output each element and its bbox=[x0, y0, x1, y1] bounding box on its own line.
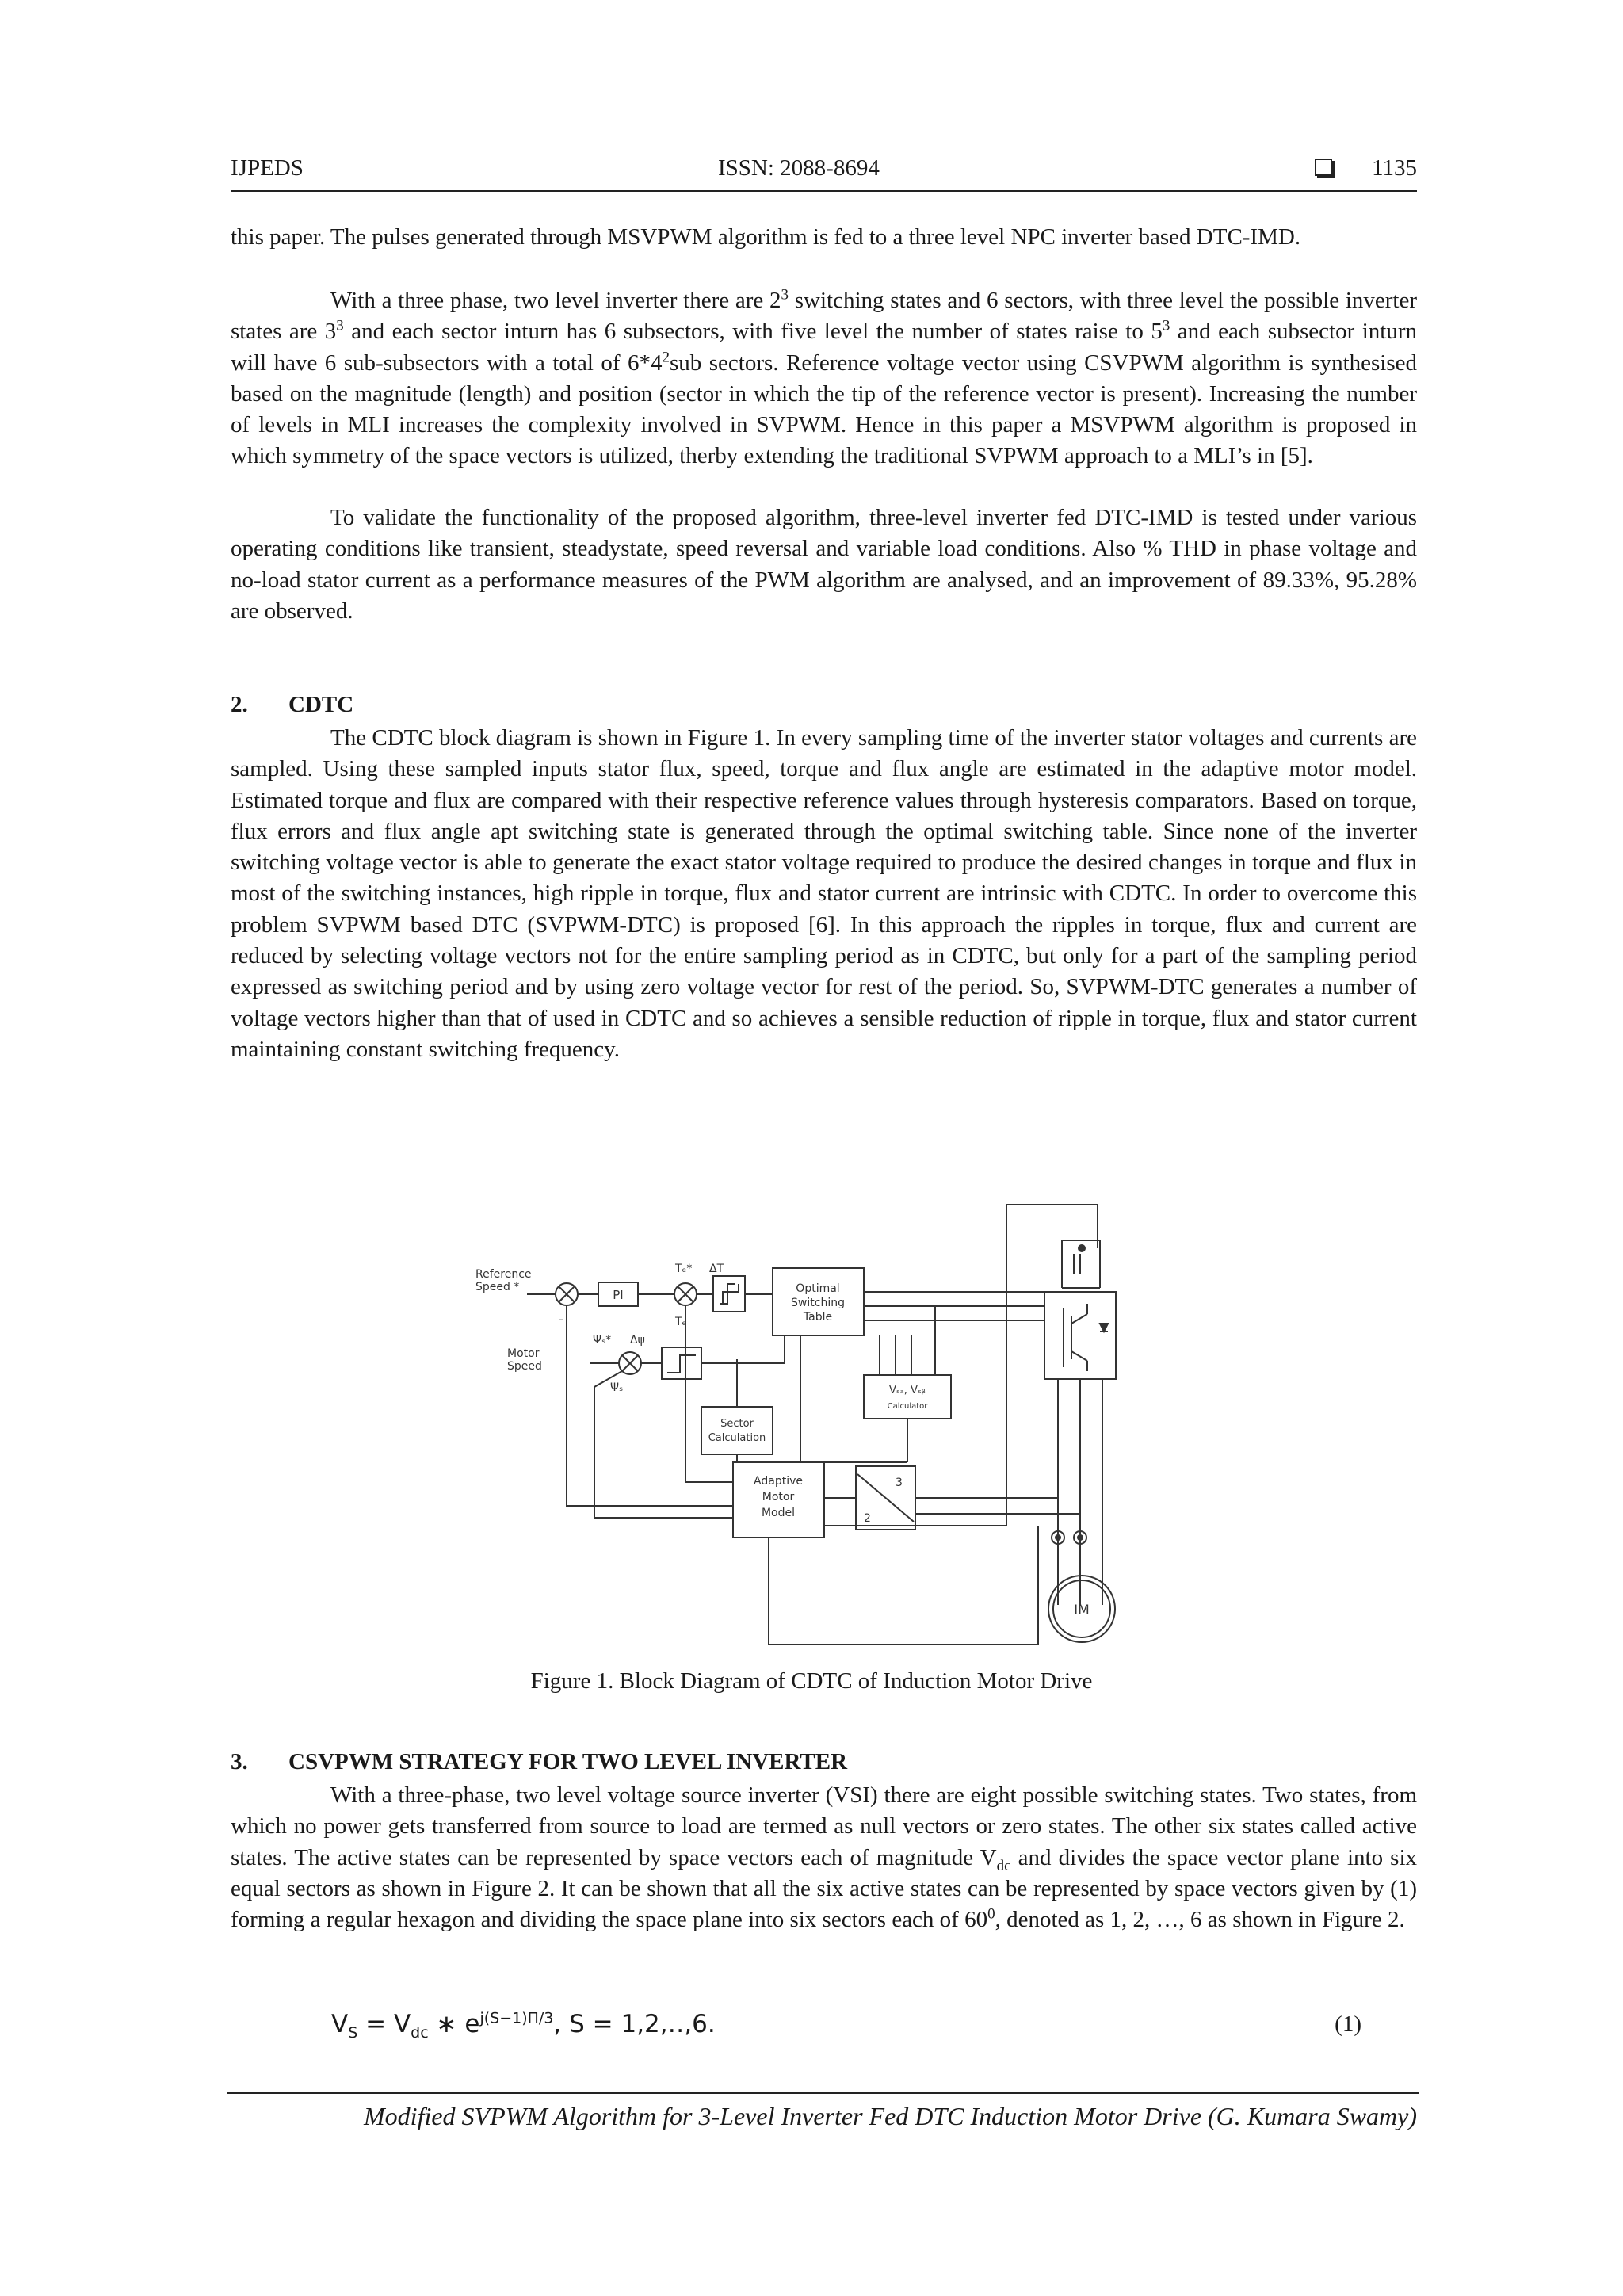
section-3-heading: 3. CSVPWM STRATEGY FOR TWO LEVEL INVERTER bbox=[231, 1749, 848, 1775]
footer-rule bbox=[227, 2092, 1419, 2094]
amm-label-3: Model bbox=[761, 1507, 796, 1519]
square-bullet-icon bbox=[1315, 159, 1332, 176]
page-number-group bbox=[1315, 155, 1417, 181]
issn: ISSN: 2088-8694 bbox=[718, 155, 880, 181]
dc-capacitor-icon bbox=[1062, 1240, 1100, 1288]
te-ref-label: Tₑ* bbox=[675, 1263, 693, 1275]
delta-psi-label: Δψ bbox=[630, 1334, 645, 1347]
page-number: 1135 bbox=[1372, 155, 1417, 181]
running-header bbox=[231, 155, 1417, 192]
torque-feedback-wire bbox=[685, 1316, 733, 1482]
speed-minus-sign: - bbox=[559, 1312, 563, 1327]
amm-label-2: Motor bbox=[762, 1491, 795, 1503]
speed-feedback-wire bbox=[567, 1305, 733, 1506]
sector-label-1: Sector bbox=[720, 1418, 754, 1430]
inverter-block bbox=[1044, 1292, 1116, 1379]
intro-paragraph-1: this paper. The pulses generated through MSVPWM algorithm is fed to a three level NPC inverter based DTC-IMD. bbox=[231, 224, 1301, 250]
amm-label-1: Adaptive bbox=[754, 1475, 803, 1488]
cdtc-block-diagram bbox=[468, 1189, 1157, 1648]
figure-1-caption: Figure 1. Block Diagram of CDTC of Induction Motor Drive bbox=[530, 1668, 1093, 1694]
ref-speed-label-1: Reference bbox=[475, 1268, 532, 1281]
igbt-icon bbox=[1064, 1304, 1108, 1371]
ost-label-2: Switching bbox=[791, 1297, 845, 1309]
motor-label: IM bbox=[1074, 1603, 1090, 1618]
vcalc-label-1: Vₛₐ, Vₛᵦ bbox=[888, 1385, 926, 1396]
torque-hysteresis-block bbox=[713, 1276, 745, 1312]
te-label: Tₑ bbox=[675, 1316, 687, 1328]
flux-hysteresis-block bbox=[662, 1347, 701, 1379]
journal-name: IJPEDS bbox=[231, 155, 304, 181]
voltage-calculator-block bbox=[864, 1375, 951, 1419]
transform-3-label: 3 bbox=[896, 1477, 903, 1489]
ost-label-3: Table bbox=[803, 1311, 833, 1324]
psi-ref-label: Ψₛ* bbox=[593, 1334, 612, 1347]
section-3-body: With a three-phase, two level voltage source inverter (VSI) there are eight possible switching states. Two states, from which no power gets transferred from source to load are termed as null vectors or zero states. The other six states called active states. The active states can be represented by space vectors each of magnitude $V_{dc}$ and divides the space vector plane into six equal sectors as shown in Figure 2. It can be shown that all the six active states can be represented by space vectors given by (1) forming a regular hexagon and dividing the space plane into six sectors each of $60^0$, denoted as 1, 2, …, 6 as shown in Figure 2. bbox=[231, 1782, 1417, 1933]
intro-paragraph-3: To validate the functionality of the proposed algorithm, three-level inverter fed DTC-IMD is tested under various operating conditions like transient, steadystate, speed reversal and variable load conditions. Also % THD in phase voltage and no-load stator current as a performance measures of the PWM algorithm are analysed, and an improvement of 89.33%, 95.28% are observed. bbox=[231, 505, 1417, 624]
transform-2-label: 2 bbox=[864, 1512, 871, 1525]
motor-speed-label-1: Motor bbox=[507, 1347, 540, 1360]
equation-1 bbox=[331, 2010, 1361, 2045]
running-footer: Modified SVPWM Algorithm for 3-Level Inverter Fed DTC Induction Motor Drive (G. Kumara Swamy) bbox=[364, 2102, 1417, 2130]
section-2-heading: 2. CDTC bbox=[231, 692, 354, 717]
ost-label-1: Optimal bbox=[796, 1282, 840, 1295]
equation-1-body: $V_S = V_{dc}$ ∗ $e^{j(S-1)\Pi/3}$, S = 1,2,‥,6. bbox=[331, 2009, 716, 2042]
ref-speed-label-2: Speed * bbox=[475, 1281, 520, 1293]
section-2-body: The CDTC block diagram is shown in Figure 1. In every sampling time of the inverter stator voltages and currents are sampled. Using these sampled inputs stator flux, speed, torque and flux angle are estimated in the adaptive motor model. Estimated torque and flux are compared with their respective reference values through hysteresis comparators. Based on torque, flux errors and flux angle apt switching state is generated through the optimal switching table. Since none of the inverter switching voltage vector is able to generate the exact stator voltage required to produce the desired changes in torque and flux in most of the switching instances, high ripple in torque, flux and stator current are intrinsic with CDTC. In order to overcome this problem SVPWM based DTC (SVPWM-DTC) is proposed [6]. In this approach the ripples in torque, flux and current are reduced by selecting voltage vectors not for the entire sampling period as in CDTC, but only for a part of the sampling period expressed as switching period and by using zero voltage vector for rest of the period. So, SVPWM-DTC generates a number of voltage vectors higher than that of used in CDTC and so achieves a sensible reduction of ripple in torque, flux and stator current maintaining constant switching frequency. bbox=[231, 725, 1417, 1062]
equation-1-number: (1) bbox=[1335, 2011, 1361, 2037]
sector-calculation-block bbox=[701, 1407, 773, 1454]
dc-link-wire-top bbox=[1006, 1205, 1098, 1248]
pi-label: PI bbox=[613, 1288, 624, 1302]
motor-speed-label-2: Speed bbox=[507, 1360, 542, 1373]
delta-t-label: ΔT bbox=[709, 1263, 724, 1275]
psi-label: Ψₛ bbox=[610, 1381, 624, 1394]
sector-label-2: Calculation bbox=[708, 1432, 766, 1444]
current-feedback-wire bbox=[769, 1526, 1038, 1645]
vcalc-label-2: Calculator bbox=[887, 1402, 928, 1411]
intro-paragraph-2: With a three phase, two level inverter there are $2^3$ switching states and 6 sectors, with three level the possible inverter states are $3^3$ and each sector inturn has 6 subsectors, with five level the number of states raise to $5^3$ and each subsector inturn will have 6 sub-subsectors with a total of $6*4^2sub$ sectors. Reference voltage vector using CSVPWM algorithm is synthesised based on the magnitude (length) and position (sector in which the tip of the reference vector is present). Increasing the number of levels in MLI increases the complexity involved in SVPWM. Hence in this paper a MSVPWM algorithm is proposed in which symmetry of the space vectors is utilized, therby extending the traditional SVPWM approach to a MLI’s in [5]. bbox=[231, 286, 1417, 469]
